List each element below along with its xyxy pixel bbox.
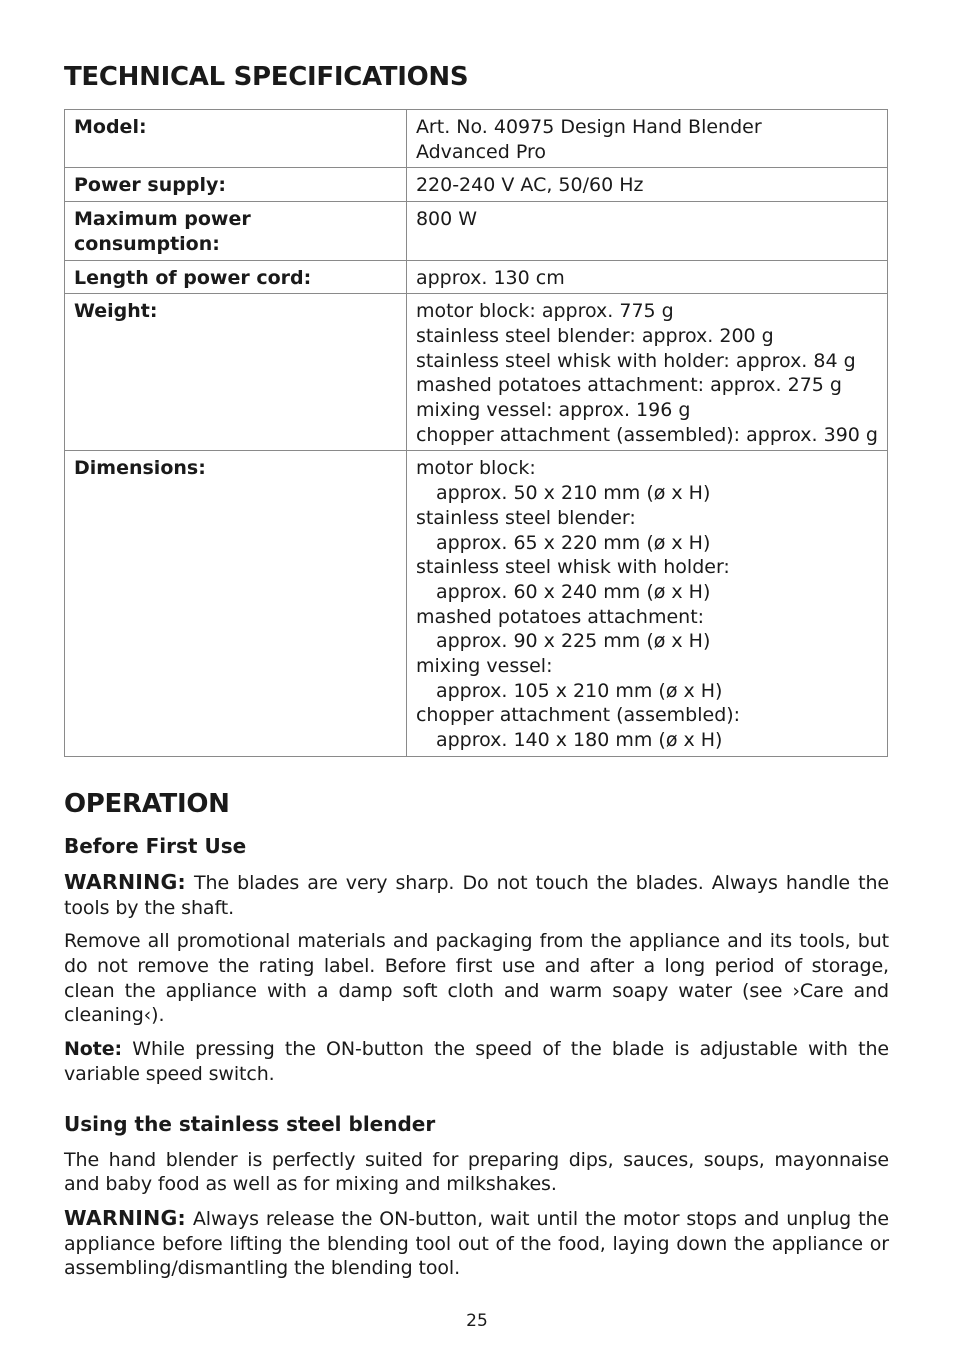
spec-value-line: stainless steel blender: [415,506,636,529]
spec-value-line: approx. 140 x 180 mm (ø x H) [435,729,723,752]
spec-row [65,168,888,202]
warning-paragraph-1 [64,870,889,920]
spec-value-line: mixing vessel: [415,655,553,678]
spec-value-line: approx. 50 x 210 mm (ø x H) [435,482,711,505]
blender-intro-paragraph: The hand blender is perfectly suited for preparing dips, sauces, soups, mayonnaise and baby food as well as for mixing and milkshakes. [64,1148,889,1196]
spec-value-line: 220-240 V AC, 50/60 Hz [415,174,644,197]
specs-table-body [65,110,888,757]
spec-value-line: Advanced Pro [415,140,546,163]
spec-row [65,110,888,168]
using-blender-heading: Using the stainless steel blender [64,1111,436,1136]
specs-table [64,109,888,757]
spec-value-line: Art. No. 40975 Design Hand Blender [415,116,762,138]
note-label: Note: [64,1038,123,1061]
spec-value [406,260,887,294]
spec-value-line: motor block: approx. 775 g [415,300,674,323]
before-first-use-heading: Before First Use [64,833,247,858]
manual-page [64,58,889,1281]
spec-value-line: chopper attachment (assembled): [415,704,741,727]
warning-label: WARNING: [64,1205,186,1230]
spec-label: Model: [65,110,407,168]
spec-label: Length of power cord: [65,260,407,294]
spec-row [65,202,888,260]
spec-label: Weight: [65,294,407,451]
warning-label: WARNING: [64,869,186,894]
spec-value-line: approx. 60 x 240 mm (ø x H) [435,580,711,603]
spec-value [406,110,887,168]
specs-title: TECHNICAL SPECIFICATIONS [64,62,469,92]
spec-value-line: stainless steel blender: approx. 200 g [415,324,774,347]
note-text: While pressing the ON-button the speed of the blade is adjustable with the variable speed switch. [64,1038,889,1085]
operation-title: OPERATION [64,788,230,819]
spec-value [406,294,887,451]
spec-value-line: approx. 130 cm [415,266,565,289]
spec-value-line: mixing vessel: approx. 196 g [415,399,691,422]
spec-value-line: approx. 105 x 210 mm (ø x H) [435,679,723,702]
warning-text: The blades are very sharp. Do not touch the blades. Always handle the tools by the shaft. [64,871,889,919]
spec-row [65,451,888,756]
spec-value-line: stainless steel whisk with holder: approx. 84 g [415,349,856,372]
spec-value-line: approx. 65 x 220 mm (ø x H) [435,531,711,554]
spec-value [406,451,887,756]
spec-row [65,294,888,451]
note-paragraph [64,1037,889,1086]
spec-value-line: approx. 90 x 225 mm (ø x H) [435,630,711,653]
warning-paragraph-2 [64,1206,889,1281]
remove-packaging-paragraph: Remove all promotional materials and packaging from the appliance and its tools, but do not remove the rating label. Before first use and after a long period of storage, clean the appliance with a damp soft cloth and warm soapy water (see ›Care and cleaning‹). [64,930,889,1027]
spec-value-line: stainless steel whisk with holder: [415,556,730,579]
spec-value-line: 800 W [415,208,478,231]
spec-value-line: mashed potatoes attachment: approx. 275 g [415,374,842,397]
page-number: 25 [466,1311,488,1331]
spec-row [65,260,888,294]
spec-value-line: mashed potatoes attachment: [415,605,705,628]
spec-value-line: chopper attachment (assembled): approx. 390 g [415,423,878,446]
spec-value [406,168,887,202]
warning-text: Always release the ON-button, wait until the motor stops and unplug the appliance before lifting the blending tool out of the food, laying down the appliance or assembling/dismantling the blending tool. [64,1207,889,1280]
spec-label: Power supply: [65,168,407,202]
spec-label: Dimensions: [65,451,407,756]
spec-value-line: motor block: [415,457,536,480]
spec-label: Maximum power consumption: [65,202,407,260]
spec-value [406,202,887,260]
